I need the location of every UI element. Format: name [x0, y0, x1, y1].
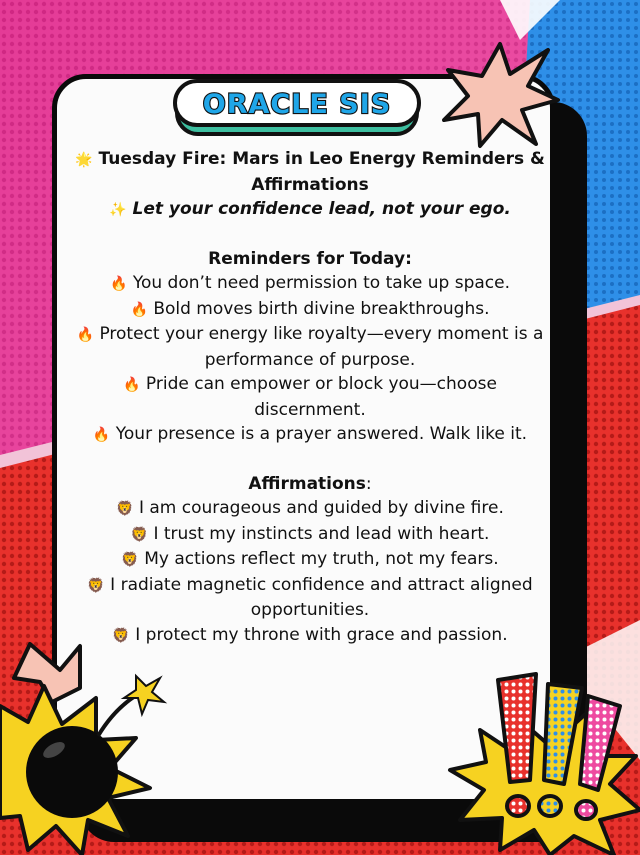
fire-icon: 🔥 — [109, 276, 128, 292]
post-title-text: Tuesday Fire: Mars in Leo Energy Reminders & Affirmations — [98, 149, 545, 195]
affirmations-colon: : — [365, 473, 372, 494]
list-item — [70, 271, 550, 297]
star-icon: 🌟 — [75, 152, 93, 168]
lion-icon: 🦁 — [87, 577, 105, 594]
list-item — [70, 573, 550, 623]
fire-icon: 🔥 — [130, 301, 148, 318]
lion-icon: 🦁 — [112, 627, 130, 644]
fire-icon: 🔥 — [92, 427, 111, 443]
list-item — [70, 522, 550, 548]
fire-icon: 🔥 — [123, 377, 141, 393]
oracle-sis-logo — [172, 78, 422, 136]
list-item-text: Protect your energy like royalty—every moment is a performance of purpose. — [99, 324, 544, 370]
affirmations-heading-line — [70, 472, 550, 497]
bomb-illustration — [0, 636, 200, 855]
lion-icon: 🦁 — [121, 552, 139, 568]
list-item-text: I trust my instincts and lead with heart. — [153, 523, 490, 544]
sparkles-icon: ✨ — [109, 202, 127, 218]
post-title — [70, 147, 550, 197]
list-item-text: Pride can empower or block you—choose discernment. — [145, 374, 497, 420]
lion-icon: 🦁 — [116, 501, 134, 517]
reminders-list — [70, 271, 550, 448]
list-item-text: My actions reflect my truth, not my fears. — [144, 549, 499, 569]
exclamation-burst — [440, 660, 640, 855]
reminders-heading: Reminders for Today: — [208, 248, 412, 269]
list-item-text: I protect my throne with grace and passion. — [135, 624, 508, 645]
list-item-text: Bold moves birth divine breakthroughs. — [153, 298, 490, 319]
list-item — [70, 372, 550, 422]
list-item-text: You don’t need permission to take up space. — [132, 273, 510, 293]
affirmations-heading: Affirmations — [248, 473, 366, 494]
affirmations-list — [70, 496, 550, 648]
post-subtitle — [70, 197, 550, 223]
list-item — [70, 547, 550, 573]
logo-text: ORACLE SIS — [202, 89, 392, 120]
list-item — [70, 297, 550, 323]
list-item-text: I am courageous and guided by divine fire. — [138, 498, 504, 518]
list-item — [70, 422, 550, 448]
post-subtitle-text: Let your confidence lead, not your ego. — [132, 199, 511, 219]
list-item — [70, 496, 550, 522]
starburst-top-right — [440, 40, 560, 150]
lion-icon: 🦁 — [130, 526, 149, 543]
list-item-text: Your presence is a prayer answered. Walk like it. — [115, 424, 528, 444]
list-item — [70, 322, 550, 372]
list-item-text: I radiate magnetic confidence and attract aligned opportunities. — [110, 574, 533, 620]
post-content — [70, 147, 550, 648]
fire-icon: 🔥 — [76, 327, 95, 343]
